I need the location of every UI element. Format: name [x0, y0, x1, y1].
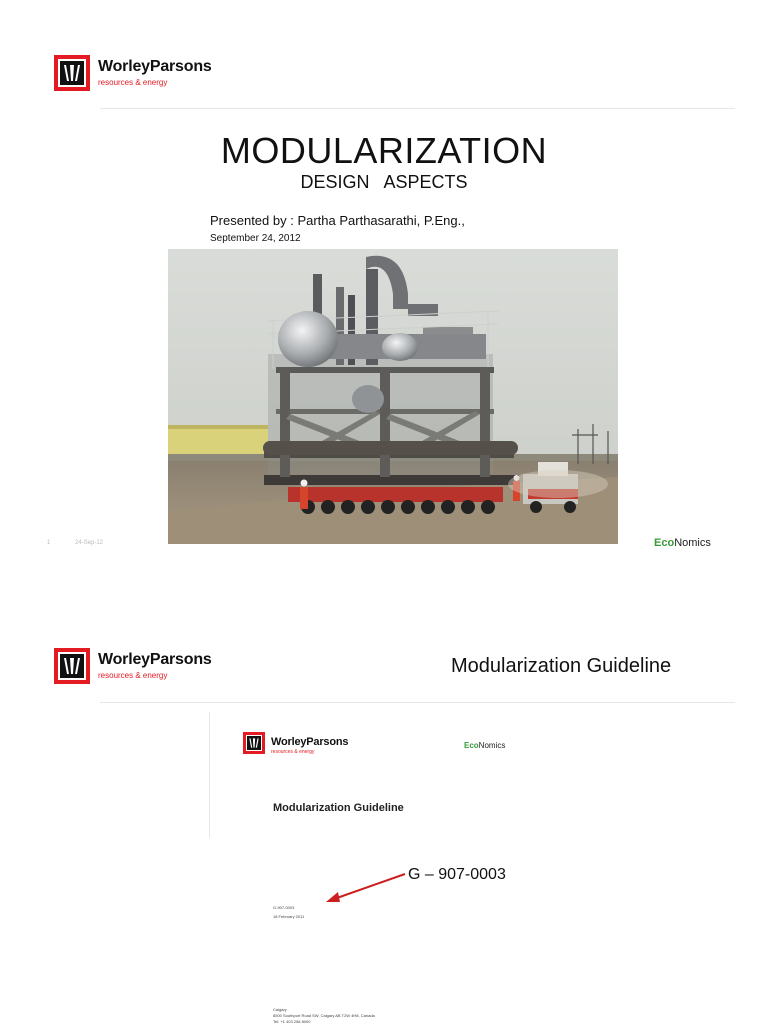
worleyparsons-logo: [54, 648, 212, 684]
document-code: G-907-0003: [273, 905, 295, 910]
logo-mark-icon: [54, 55, 90, 91]
slide-title: Modularization Guideline: [451, 655, 672, 677]
callout-arrow-icon: [320, 868, 410, 908]
worleyparsons-logo: [54, 55, 212, 91]
module-transport-photo: [168, 249, 618, 544]
slide-number: 1: [47, 540, 51, 546]
logo-mark-icon: [54, 648, 90, 684]
logo-name: WorleyParsons: [98, 58, 212, 75]
address-city: Calgary: [273, 1007, 287, 1012]
header-divider: [100, 702, 735, 703]
header-divider: [100, 108, 735, 109]
document-title: Modularization Guideline: [273, 802, 404, 814]
slide-subtitle: DESIGN ASPECTS: [300, 172, 468, 192]
document-economics-eco: Eco: [464, 741, 479, 750]
footer-date: 24-Sep-12: [75, 540, 104, 546]
document-date: 18 February 2011: [273, 914, 305, 919]
economics-eco: Eco: [654, 537, 675, 549]
economics-logo: [654, 537, 711, 549]
address-phone: Tel: +1 403 258 8000: [273, 1019, 311, 1024]
slide-title: MODULARIZATION: [220, 130, 548, 171]
document-logo: [243, 732, 348, 755]
document-logo-name: WorleyParsons: [271, 736, 349, 748]
document-edge: [209, 712, 210, 838]
slide-2: [0, 600, 768, 1024]
logo-tagline: resources & energy: [98, 78, 168, 87]
document-economics-nomics: Nomics: [478, 741, 506, 750]
economics-nomics: Nomics: [674, 537, 711, 549]
document-economics-logo: [464, 741, 505, 750]
presentation-date: September 24, 2012: [210, 233, 301, 244]
address-street: 8500 Southport Road SW, Calgary AB T2W 4H8, Canada: [273, 1013, 375, 1018]
document-logo-mark-icon: [243, 732, 265, 754]
document-number-callout: G – 907-0003: [408, 866, 506, 883]
presenter-line: Presented by : Partha Parthasarathi, P.Eng.,: [210, 213, 465, 228]
logo-name: WorleyParsons: [98, 651, 212, 668]
document-logo-tagline: resources & energy: [271, 749, 315, 755]
logo-tagline: resources & energy: [98, 671, 168, 680]
